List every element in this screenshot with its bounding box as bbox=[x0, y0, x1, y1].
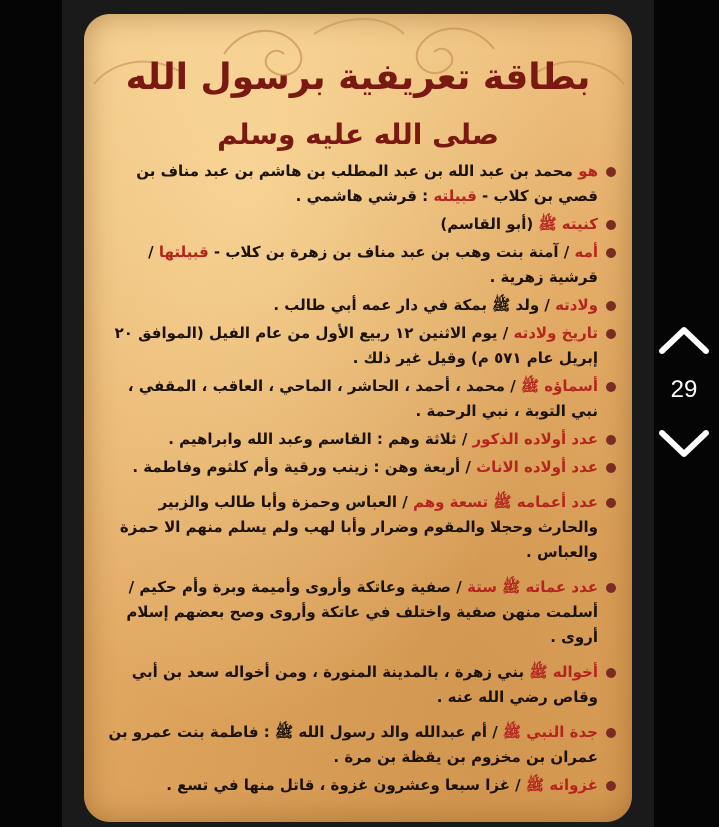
item-label: جدة النبي ﷺ bbox=[502, 723, 598, 741]
next-button[interactable] bbox=[654, 424, 714, 464]
bullet-icon bbox=[606, 498, 616, 508]
item-label: ولادته bbox=[555, 296, 598, 314]
item-text: بني زهرة ، بالمدينة المنورة ، ومن أخواله سعد بن أبي وقاص رضي الله عنه . bbox=[131, 663, 598, 706]
item-text: / أم عبدالله والد رسول الله ﷺ : فاطمة بنت عمرو بن عمران بن مخزوم بن يقظة بن مرة . bbox=[108, 723, 598, 766]
list-item bbox=[102, 455, 616, 480]
item-text: / ولد ﷺ بمكة في دار عمه أبي طالب . bbox=[273, 296, 556, 314]
list-item bbox=[102, 427, 616, 452]
item-label: عدد عماته ﷺ ستة bbox=[466, 578, 598, 596]
previous-button[interactable] bbox=[654, 320, 714, 360]
list-item bbox=[102, 293, 616, 318]
item-label: هو bbox=[578, 162, 598, 180]
item-label: غزواته ﷺ bbox=[525, 776, 598, 794]
image-counter: 29 bbox=[670, 376, 698, 403]
item-text: / صفية وعاتكة وأروى وأميمة وبرة وأم حكيم / أسلمت منهن صفية واختلف في عاتكة وأروى وصح بعضهم إسلام أروى . bbox=[126, 578, 598, 646]
bullet-icon bbox=[606, 728, 616, 738]
list-item bbox=[102, 660, 616, 710]
list-item bbox=[102, 575, 616, 650]
item-text: / ثلاثة وهم : القاسم وعبد الله وابراهيم . bbox=[168, 430, 473, 448]
item-label: تاريخ ولادته bbox=[513, 324, 598, 342]
bullet-icon bbox=[606, 435, 616, 445]
bullet-icon bbox=[606, 382, 616, 392]
item-label: قبيلته bbox=[433, 187, 477, 205]
item-label: أمه bbox=[574, 243, 598, 261]
card-title: بطاقة تعريفية برسول الله bbox=[125, 57, 591, 98]
list-item bbox=[102, 212, 616, 237]
item-label: قبيلتها bbox=[158, 243, 209, 261]
item-text: : قرشي هاشمي . bbox=[295, 187, 434, 205]
chevron-up-icon bbox=[658, 325, 710, 355]
item-text: محمد بن عبد الله بن عبد المطلب بن هاشم بن عبد مناف بن قصي بن كلاب - bbox=[136, 162, 598, 205]
list-item bbox=[102, 720, 616, 770]
list-item bbox=[102, 374, 616, 424]
item-label: عدد أولاده الاناث bbox=[476, 458, 598, 476]
list-item bbox=[102, 240, 616, 290]
card-subtitle: صلى الله عليه وسلم bbox=[217, 118, 499, 151]
bullet-icon bbox=[606, 583, 616, 593]
item-label: عدد أعمامه ﷺ تسعة وهم bbox=[412, 493, 598, 511]
chevron-down-icon bbox=[658, 429, 710, 459]
item-label: أسماؤه ﷺ bbox=[520, 377, 598, 395]
bullet-icon bbox=[606, 781, 616, 791]
item-text: / العباس وحمزة وأبا طالب والزبير والحارث وحجلا والمقوم وضرار وأبا لهب ولم يسلم منهم الا حمزة والعباس . bbox=[119, 493, 598, 561]
bullet-icon bbox=[606, 167, 616, 177]
item-label: كنيته ﷺ bbox=[538, 215, 598, 233]
item-text: (أبو القاسم) bbox=[440, 215, 539, 233]
bullet-icon bbox=[606, 220, 616, 230]
image-navigation bbox=[654, 320, 714, 470]
info-card bbox=[84, 14, 632, 822]
item-text: / آمنة بنت وهب بن عبد مناف بن زهرة بن كلاب - bbox=[208, 243, 575, 261]
bullet-icon bbox=[606, 301, 616, 311]
item-label: عدد أولاده الذكور bbox=[472, 430, 598, 448]
facts-list bbox=[102, 159, 616, 801]
item-text: / قرشية زهرية . bbox=[148, 243, 598, 286]
list-item bbox=[102, 159, 616, 209]
item-text: / غزا سبعا وعشرون غزوة ، قاتل منها في تسع . bbox=[166, 776, 526, 794]
photo bbox=[62, 0, 654, 827]
bullet-icon bbox=[606, 668, 616, 678]
bullet-icon bbox=[606, 248, 616, 258]
bullet-icon bbox=[606, 463, 616, 473]
item-text: / أربعة وهن : زينب ورقية وأم كلثوم وفاطمة . bbox=[132, 458, 477, 476]
list-item bbox=[102, 773, 616, 798]
item-text: / يوم الاثنين ١٢ ربيع الأول من عام الفيل (الموافق ٢٠ إبريل عام ٥٧١ م) وقيل غير ذلك . bbox=[114, 324, 598, 367]
list-item bbox=[102, 321, 616, 371]
bullet-icon bbox=[606, 329, 616, 339]
item-label: أخواله ﷺ bbox=[529, 663, 598, 681]
item-text: / محمد ، أحمد ، الحاشر ، الماحي ، العاقب ، المقفي ، نبي التوبة ، نبي الرحمة . bbox=[127, 377, 598, 420]
list-item bbox=[102, 490, 616, 565]
